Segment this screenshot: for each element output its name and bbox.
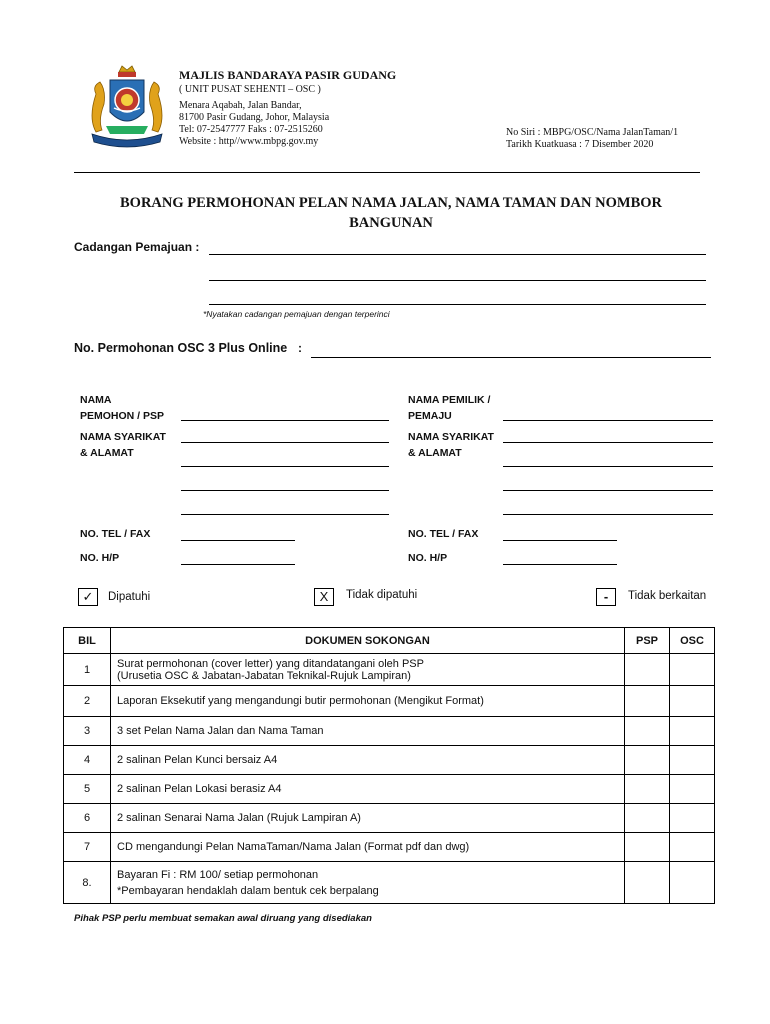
psp-check-cell[interactable]: [625, 717, 670, 746]
cadangan-field-line-1[interactable]: [209, 254, 706, 255]
row-document: 3 set Pelan Nama Jalan dan Nama Taman: [111, 717, 625, 746]
psp-check-cell[interactable]: [625, 804, 670, 833]
ref-number: No Siri : MBPG/OSC/Nama JalanTaman/1: [506, 127, 679, 138]
documents-table: [63, 627, 715, 904]
header-divider: [74, 172, 700, 173]
header-bil: BIL: [64, 628, 111, 654]
row-document: 2 salinan Pelan Lokasi berasiz A4: [111, 775, 625, 804]
applicant-tel-field[interactable]: [181, 540, 295, 541]
table-row: [64, 775, 715, 804]
cadangan-label: Cadangan Pemajuan :: [74, 240, 200, 254]
row-document: Bayaran Fi : RM 100/ setiap permohonan *Pembayaran hendaklah dalam bentuk cek berpalang: [111, 862, 625, 904]
row-bil: 6: [64, 804, 111, 833]
row-document: Laporan Eksekutif yang mengandungi butir permohonan (Mengikut Format): [111, 686, 625, 717]
row-bil: 1: [64, 654, 111, 686]
unit-name: ( UNIT PUSAT SEHENTI – OSC ): [179, 84, 321, 95]
row-document: Surat permohonan (cover letter) yang ditandatangani oleh PSP (Urusetia OSC & Jabatan-Jabatan Teknikal-Rujuk Lampiran): [111, 654, 625, 686]
legend-label: Tidak berkaitan: [628, 590, 707, 602]
legend-cross-icon: X: [314, 588, 334, 606]
header-doc: DOKUMEN SOKONGAN: [111, 628, 625, 654]
owner-address-field[interactable]: [503, 490, 713, 491]
owner-address-field[interactable]: [503, 514, 713, 515]
row-bil: 7: [64, 833, 111, 862]
owner-hp-field[interactable]: [503, 564, 617, 565]
psp-check-cell[interactable]: [625, 686, 670, 717]
footer-note: Pihak PSP perlu membuat semakan awal diruang yang disediakan: [74, 913, 372, 924]
legend-label: Dipatuhi: [108, 591, 151, 603]
org-name: MAJLIS BANDARAYA PASIR GUDANG: [179, 68, 397, 82]
table-row: [64, 804, 715, 833]
table-row: [64, 717, 715, 746]
applicant-address-field[interactable]: [181, 490, 389, 491]
cadangan-field-line-3[interactable]: [209, 304, 706, 305]
header-osc: OSC: [670, 628, 715, 654]
address-line: 81700 Pasir Gudang, Johor, Malaysia: [179, 112, 330, 123]
table-row: [64, 862, 715, 904]
row-document: 2 salinan Senarai Nama Jalan (Rujuk Lampiran A): [111, 804, 625, 833]
owner-name-label: NAMA PEMILIK / PEMAJU: [408, 394, 491, 422]
applicant-address-field[interactable]: [181, 442, 389, 443]
row-bil: 4: [64, 746, 111, 775]
owner-hp-label: NO. H/P: [408, 552, 448, 564]
legend-dash-icon: -: [596, 588, 616, 606]
osc-check-cell[interactable]: [670, 746, 715, 775]
legend-check-icon: ✓: [78, 588, 98, 606]
osc-number-field[interactable]: [311, 357, 711, 358]
address-line: Menara Aqabah, Jalan Bandar,: [179, 100, 302, 111]
form-title-line1: BORANG PERMOHONAN PELAN NAMA JALAN, NAMA TAMAN DAN NOMBOR: [120, 195, 662, 211]
table-row: [64, 654, 715, 686]
row-bil: 5: [64, 775, 111, 804]
owner-name-field[interactable]: [503, 420, 713, 421]
applicant-name-label: NAMA PEMOHON / PSP: [80, 394, 165, 422]
table-row: [64, 833, 715, 862]
website-line: Website : http//www.mbpg.gov.my: [179, 136, 319, 147]
table-row: [64, 746, 715, 775]
psp-check-cell[interactable]: [625, 862, 670, 904]
psp-check-cell[interactable]: [625, 746, 670, 775]
row-bil: 8.: [64, 862, 111, 904]
cadangan-field-line-2[interactable]: [209, 280, 706, 281]
psp-check-cell[interactable]: [625, 833, 670, 862]
osc-check-cell[interactable]: [670, 717, 715, 746]
contact-line: Tel: 07-2547777 Faks : 07-2515260: [179, 124, 323, 135]
form-title-line2: BANGUNAN: [349, 215, 433, 231]
applicant-hp-label: NO. H/P: [80, 552, 120, 564]
osc-check-cell[interactable]: [670, 862, 715, 904]
cadangan-note: *Nyatakan cadangan pemajuan dengan terperinci: [203, 309, 390, 319]
effective-date: Tarikh Kuatkuasa : 7 Disember 2020: [506, 139, 654, 150]
row-bil: 2: [64, 686, 111, 717]
applicant-address-field[interactable]: [181, 514, 389, 515]
osc-label: No. Permohonan OSC 3 Plus Online: [74, 341, 288, 355]
municipal-crest-icon: [84, 64, 170, 150]
row-bil: 3: [64, 717, 111, 746]
row-document: CD mengandungi Pelan NamaTaman/Nama Jalan (Format pdf dan dwg): [111, 833, 625, 862]
osc-check-cell[interactable]: [670, 775, 715, 804]
owner-tel-label: NO. TEL / FAX: [408, 528, 479, 540]
osc-check-cell[interactable]: [670, 686, 715, 717]
owner-company-label: NAMA SYARIKAT & ALAMAT: [408, 431, 494, 459]
osc-check-cell[interactable]: [670, 804, 715, 833]
owner-tel-field[interactable]: [503, 540, 617, 541]
table-row: [64, 686, 715, 717]
owner-address-field[interactable]: [503, 466, 713, 467]
form-title: [74, 193, 708, 233]
psp-check-cell[interactable]: [625, 654, 670, 686]
legend-label: Tidak dipatuhi: [346, 589, 418, 601]
osc-check-cell[interactable]: [670, 833, 715, 862]
table-header-row: [64, 628, 715, 654]
applicant-address-field[interactable]: [181, 466, 389, 467]
applicant-hp-field[interactable]: [181, 564, 295, 565]
osc-colon: :: [298, 341, 302, 355]
owner-address-field[interactable]: [503, 442, 713, 443]
applicant-tel-label: NO. TEL / FAX: [80, 528, 151, 540]
applicant-name-field[interactable]: [181, 420, 389, 421]
row-document: 2 salinan Pelan Kunci bersaiz A4: [111, 746, 625, 775]
osc-check-cell[interactable]: [670, 654, 715, 686]
applicant-company-label: NAMA SYARIKAT & ALAMAT: [80, 431, 166, 459]
header-psp: PSP: [625, 628, 670, 654]
psp-check-cell[interactable]: [625, 775, 670, 804]
